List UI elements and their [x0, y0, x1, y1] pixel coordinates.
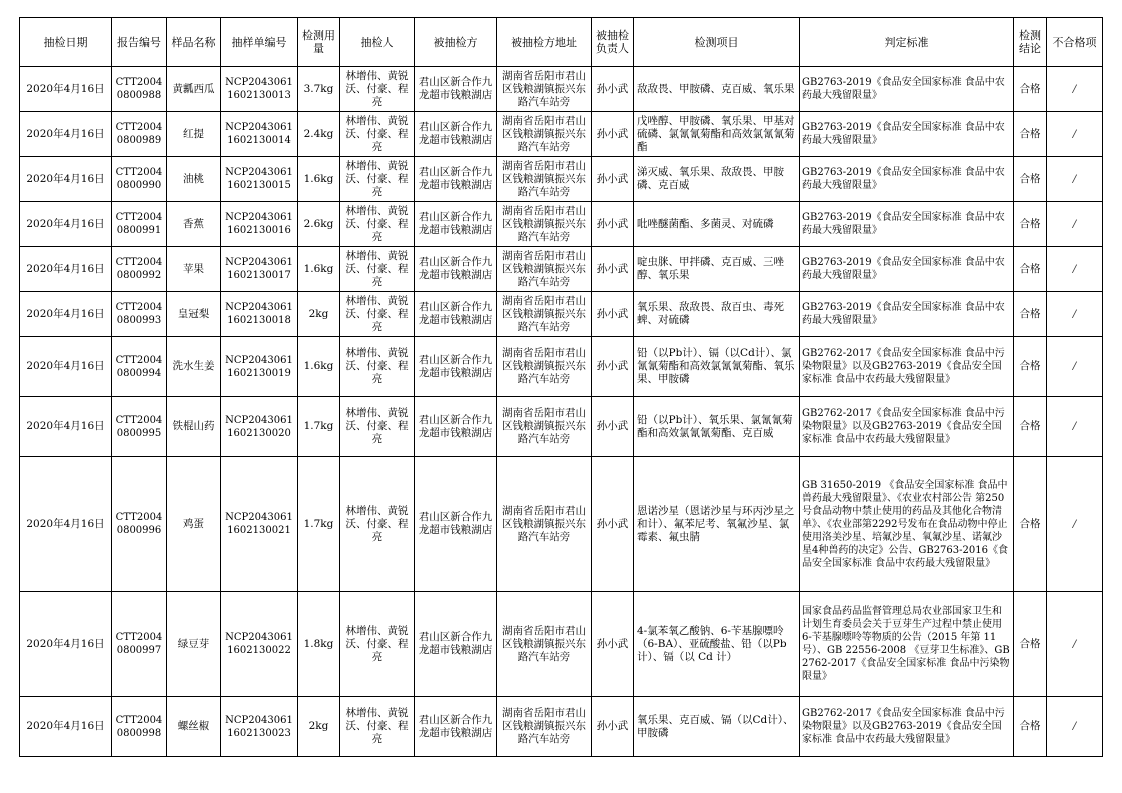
- cell-unqualified: /: [1047, 157, 1103, 202]
- header-sample-name: 样品名称: [167, 18, 221, 67]
- cell-sampling-no: NCP20430611602130022: [221, 592, 298, 697]
- cell-inspector: 林增伟、黄锐沃、付豪、程亮: [340, 457, 415, 592]
- cell-address: 湖南省岳阳市君山区钱粮湖镇振兴东路汽车站旁: [497, 202, 592, 247]
- cell-standard: GB2762-2017《食品安全国家标准 食品中污染物限量》以及GB2763-2019《食品安全国家标准 食品中农药最大残留限量》: [800, 697, 1014, 757]
- cell-report-no: CTT20040800997: [112, 592, 167, 697]
- cell-report-no: CTT20040800989: [112, 112, 167, 157]
- cell-conclusion: 合格: [1014, 67, 1047, 112]
- cell-sampling-no: NCP20430611602130021: [221, 457, 298, 592]
- cell-conclusion: 合格: [1014, 292, 1047, 337]
- cell-sample-name: 油桃: [167, 157, 221, 202]
- cell-quantity: 1.6kg: [298, 157, 340, 202]
- cell-inspected: 君山区新合作九龙超市钱粮湖店: [415, 247, 497, 292]
- cell-responsible: 孙小武: [592, 112, 634, 157]
- cell-items: 氧乐果、敌敌畏、敌百虫、毒死蜱、对硫磷: [634, 292, 800, 337]
- cell-inspected: 君山区新合作九龙超市钱粮湖店: [415, 67, 497, 112]
- cell-responsible: 孙小武: [592, 202, 634, 247]
- cell-unqualified: /: [1047, 292, 1103, 337]
- inspection-table: [19, 17, 1103, 757]
- cell-date: 2020年4月16日: [20, 397, 112, 457]
- cell-conclusion: 合格: [1014, 397, 1047, 457]
- cell-sample-name: 苹果: [167, 247, 221, 292]
- cell-inspected: 君山区新合作九龙超市钱粮湖店: [415, 697, 497, 757]
- cell-sampling-no: NCP20430611602130023: [221, 697, 298, 757]
- cell-date: 2020年4月16日: [20, 247, 112, 292]
- cell-date: 2020年4月16日: [20, 202, 112, 247]
- cell-inspected: 君山区新合作九龙超市钱粮湖店: [415, 337, 497, 397]
- cell-items: 铅（以Pb计）、氧乐果、氯氰氰菊酯和高效氯氰氰菊酯、克百威: [634, 397, 800, 457]
- cell-sample-name: 红提: [167, 112, 221, 157]
- cell-report-no: CTT20040800996: [112, 457, 167, 592]
- cell-items: 吡唑醚菌酯、多菌灵、对硫磷: [634, 202, 800, 247]
- cell-report-no: CTT20040800998: [112, 697, 167, 757]
- cell-responsible: 孙小武: [592, 157, 634, 202]
- header-quantity: 检测用量: [298, 18, 340, 67]
- cell-sampling-no: NCP20430611602130013: [221, 67, 298, 112]
- cell-inspector: 林增伟、黄锐沃、付豪、程亮: [340, 292, 415, 337]
- cell-inspected: 君山区新合作九龙超市钱粮湖店: [415, 457, 497, 592]
- table-row: [20, 292, 1103, 337]
- cell-responsible: 孙小武: [592, 292, 634, 337]
- header-responsible: 被抽检负责人: [592, 18, 634, 67]
- table-row: [20, 592, 1103, 697]
- cell-standard: GB 31650-2019 《食品安全国家标准 食品中兽药最大残留限量》、《农业农村部公告 第250号食品动物中禁止使用的药品及其他化合物清单》、《农业部第2292号发布在食品动物中停止使用洛美沙星、培氟沙星、氧氟沙星、诺氟沙星4种兽药的决定》公告、GB2763-2016《食品安全国家标准 食品中农药最大残留限量》: [800, 457, 1014, 592]
- cell-unqualified: /: [1047, 697, 1103, 757]
- cell-inspected: 君山区新合作九龙超市钱粮湖店: [415, 592, 497, 697]
- cell-address: 湖南省岳阳市君山区钱粮湖镇振兴东路汽车站旁: [497, 397, 592, 457]
- cell-report-no: CTT20040800992: [112, 247, 167, 292]
- cell-address: 湖南省岳阳市君山区钱粮湖镇振兴东路汽车站旁: [497, 337, 592, 397]
- cell-quantity: 2kg: [298, 292, 340, 337]
- header-address: 被抽检方地址: [497, 18, 592, 67]
- cell-standard: GB2763-2019《食品安全国家标准 食品中农药最大残留限量》: [800, 247, 1014, 292]
- table-row: [20, 112, 1103, 157]
- cell-responsible: 孙小武: [592, 337, 634, 397]
- cell-quantity: 1.6kg: [298, 337, 340, 397]
- cell-responsible: 孙小武: [592, 697, 634, 757]
- header-standard: 判定标准: [800, 18, 1014, 67]
- cell-quantity: 1.6kg: [298, 247, 340, 292]
- cell-quantity: 2kg: [298, 697, 340, 757]
- cell-inspected: 君山区新合作九龙超市钱粮湖店: [415, 397, 497, 457]
- cell-date: 2020年4月16日: [20, 67, 112, 112]
- cell-address: 湖南省岳阳市君山区钱粮湖镇振兴东路汽车站旁: [497, 67, 592, 112]
- header-inspected: 被抽检方: [415, 18, 497, 67]
- cell-items: 4-氯苯氧乙酸钠、6-苄基腺嘌呤（6-BA）、亚硫酸盐、铅（以Pb计）、镉（以 Cd 计）: [634, 592, 800, 697]
- cell-inspector: 林增伟、黄锐沃、付豪、程亮: [340, 202, 415, 247]
- header-sampling-no: 抽样单编号: [221, 18, 298, 67]
- table-row: [20, 397, 1103, 457]
- cell-sample-name: 鸡蛋: [167, 457, 221, 592]
- cell-address: 湖南省岳阳市君山区钱粮湖镇振兴东路汽车站旁: [497, 112, 592, 157]
- cell-inspector: 林增伟、黄锐沃、付豪、程亮: [340, 247, 415, 292]
- cell-date: 2020年4月16日: [20, 337, 112, 397]
- cell-sample-name: 香蕉: [167, 202, 221, 247]
- header-date: 抽检日期: [20, 18, 112, 67]
- cell-sampling-no: NCP20430611602130015: [221, 157, 298, 202]
- cell-sample-name: 皇冠梨: [167, 292, 221, 337]
- cell-unqualified: /: [1047, 337, 1103, 397]
- cell-sampling-no: NCP20430611602130017: [221, 247, 298, 292]
- cell-report-no: CTT20040800988: [112, 67, 167, 112]
- cell-inspected: 君山区新合作九龙超市钱粮湖店: [415, 112, 497, 157]
- cell-address: 湖南省岳阳市君山区钱粮湖镇振兴东路汽车站旁: [497, 592, 592, 697]
- cell-standard: GB2762-2017《食品安全国家标准 食品中污染物限量》以及GB2763-2019《食品安全国家标准 食品中农药最大残留限量》: [800, 397, 1014, 457]
- cell-conclusion: 合格: [1014, 697, 1047, 757]
- cell-quantity: 3.7kg: [298, 67, 340, 112]
- cell-address: 湖南省岳阳市君山区钱粮湖镇振兴东路汽车站旁: [497, 697, 592, 757]
- header-inspector: 抽检人: [340, 18, 415, 67]
- cell-items: 恩诺沙星（恩诺沙星与环丙沙星之和计）、氟苯尼考、氧氟沙星、氯霉素、氟虫腈: [634, 457, 800, 592]
- cell-unqualified: /: [1047, 397, 1103, 457]
- table-row: [20, 457, 1103, 592]
- cell-date: 2020年4月16日: [20, 112, 112, 157]
- cell-sampling-no: NCP20430611602130020: [221, 397, 298, 457]
- cell-address: 湖南省岳阳市君山区钱粮湖镇振兴东路汽车站旁: [497, 457, 592, 592]
- header-conclusion: 检测结论: [1014, 18, 1047, 67]
- cell-inspector: 林增伟、黄锐沃、付豪、程亮: [340, 697, 415, 757]
- cell-address: 湖南省岳阳市君山区钱粮湖镇振兴东路汽车站旁: [497, 247, 592, 292]
- cell-standard: GB2762-2017《食品安全国家标准 食品中污染物限量》以及GB2763-2019《食品安全国家标准 食品中农药最大残留限量》: [800, 337, 1014, 397]
- cell-unqualified: /: [1047, 67, 1103, 112]
- cell-items: 涕灭威、氧乐果、敌敌畏、甲胺磷、克百威: [634, 157, 800, 202]
- header-unqualified: 不合格项: [1047, 18, 1103, 67]
- cell-standard: GB2763-2019《食品安全国家标准 食品中农药最大残留限量》: [800, 67, 1014, 112]
- cell-unqualified: /: [1047, 457, 1103, 592]
- cell-inspector: 林增伟、黄锐沃、付豪、程亮: [340, 337, 415, 397]
- cell-date: 2020年4月16日: [20, 157, 112, 202]
- header-row: [20, 18, 1103, 67]
- header-report-no: 报告编号: [112, 18, 167, 67]
- cell-items: 戊唑醇、甲胺磷、氧乐果、甲基对硫磷、氯氰氰菊酯和高效氯氰氰菊酯: [634, 112, 800, 157]
- cell-items: 氧乐果、克百威、镉（以Cd计）、甲胺磷: [634, 697, 800, 757]
- cell-conclusion: 合格: [1014, 337, 1047, 397]
- table-row: [20, 697, 1103, 757]
- cell-responsible: 孙小武: [592, 592, 634, 697]
- cell-report-no: CTT20040800991: [112, 202, 167, 247]
- cell-inspector: 林增伟、黄锐沃、付豪、程亮: [340, 112, 415, 157]
- cell-unqualified: /: [1047, 112, 1103, 157]
- cell-report-no: CTT20040800990: [112, 157, 167, 202]
- cell-unqualified: /: [1047, 202, 1103, 247]
- cell-address: 湖南省岳阳市君山区钱粮湖镇振兴东路汽车站旁: [497, 292, 592, 337]
- cell-quantity: 1.7kg: [298, 457, 340, 592]
- cell-conclusion: 合格: [1014, 112, 1047, 157]
- cell-items: 铅（以Pb计）、镉（以Cd计）、氯氰氰菊酯和高效氯氰氰菊酯、氧乐果、甲胺磷: [634, 337, 800, 397]
- cell-responsible: 孙小武: [592, 247, 634, 292]
- cell-inspector: 林增伟、黄锐沃、付豪、程亮: [340, 157, 415, 202]
- cell-conclusion: 合格: [1014, 247, 1047, 292]
- cell-report-no: CTT20040800993: [112, 292, 167, 337]
- cell-sampling-no: NCP20430611602130019: [221, 337, 298, 397]
- cell-quantity: 1.7kg: [298, 397, 340, 457]
- cell-unqualified: /: [1047, 592, 1103, 697]
- header-items: 检测项目: [634, 18, 800, 67]
- table-row: [20, 247, 1103, 292]
- cell-report-no: CTT20040800995: [112, 397, 167, 457]
- table-row: [20, 337, 1103, 397]
- inspection-sheet: [19, 17, 1103, 757]
- cell-date: 2020年4月16日: [20, 457, 112, 592]
- cell-conclusion: 合格: [1014, 592, 1047, 697]
- cell-sample-name: 黄瓤西瓜: [167, 67, 221, 112]
- table-row: [20, 67, 1103, 112]
- cell-items: 敌敌畏、甲胺磷、克百威、氧乐果: [634, 67, 800, 112]
- cell-conclusion: 合格: [1014, 457, 1047, 592]
- cell-inspected: 君山区新合作九龙超市钱粮湖店: [415, 292, 497, 337]
- cell-responsible: 孙小武: [592, 457, 634, 592]
- cell-standard: GB2763-2019《食品安全国家标准 食品中农药最大残留限量》: [800, 202, 1014, 247]
- cell-inspected: 君山区新合作九龙超市钱粮湖店: [415, 202, 497, 247]
- cell-sample-name: 铁棍山药: [167, 397, 221, 457]
- cell-sample-name: 绿豆芽: [167, 592, 221, 697]
- cell-report-no: CTT20040800994: [112, 337, 167, 397]
- cell-sample-name: 洗水生姜: [167, 337, 221, 397]
- cell-responsible: 孙小武: [592, 67, 634, 112]
- cell-inspected: 君山区新合作九龙超市钱粮湖店: [415, 157, 497, 202]
- table-row: [20, 202, 1103, 247]
- cell-sampling-no: NCP20430611602130018: [221, 292, 298, 337]
- cell-unqualified: /: [1047, 247, 1103, 292]
- cell-date: 2020年4月16日: [20, 697, 112, 757]
- cell-address: 湖南省岳阳市君山区钱粮湖镇振兴东路汽车站旁: [497, 157, 592, 202]
- table-row: [20, 157, 1103, 202]
- cell-standard: 国家食品药品监督管理总局农业部国家卫生和计划生育委员会关于豆芽生产过程中禁止使用 6-苄基腺嘌呤等物质的公告（2015 年第 11 号）、GB 22556-2008 《豆芽卫生标准》、GB2762-2017《食品安全国家标准 食品中污染物限量》: [800, 592, 1014, 697]
- cell-quantity: 1.8kg: [298, 592, 340, 697]
- cell-quantity: 2.6kg: [298, 202, 340, 247]
- cell-conclusion: 合格: [1014, 157, 1047, 202]
- cell-standard: GB2763-2019《食品安全国家标准 食品中农药最大残留限量》: [800, 112, 1014, 157]
- cell-standard: GB2763-2019《食品安全国家标准 食品中农药最大残留限量》: [800, 157, 1014, 202]
- cell-date: 2020年4月16日: [20, 292, 112, 337]
- cell-standard: GB2763-2019《食品安全国家标准 食品中农药最大残留限量》: [800, 292, 1014, 337]
- cell-inspector: 林增伟、黄锐沃、付豪、程亮: [340, 592, 415, 697]
- cell-conclusion: 合格: [1014, 202, 1047, 247]
- cell-inspector: 林增伟、黄锐沃、付豪、程亮: [340, 397, 415, 457]
- cell-quantity: 2.4kg: [298, 112, 340, 157]
- cell-date: 2020年4月16日: [20, 592, 112, 697]
- cell-sampling-no: NCP20430611602130014: [221, 112, 298, 157]
- cell-sample-name: 螺丝椒: [167, 697, 221, 757]
- cell-items: 啶虫脒、甲拌磷、克百威、三唑醇、氧乐果: [634, 247, 800, 292]
- cell-responsible: 孙小武: [592, 397, 634, 457]
- cell-inspector: 林增伟、黄锐沃、付豪、程亮: [340, 67, 415, 112]
- cell-sampling-no: NCP20430611602130016: [221, 202, 298, 247]
